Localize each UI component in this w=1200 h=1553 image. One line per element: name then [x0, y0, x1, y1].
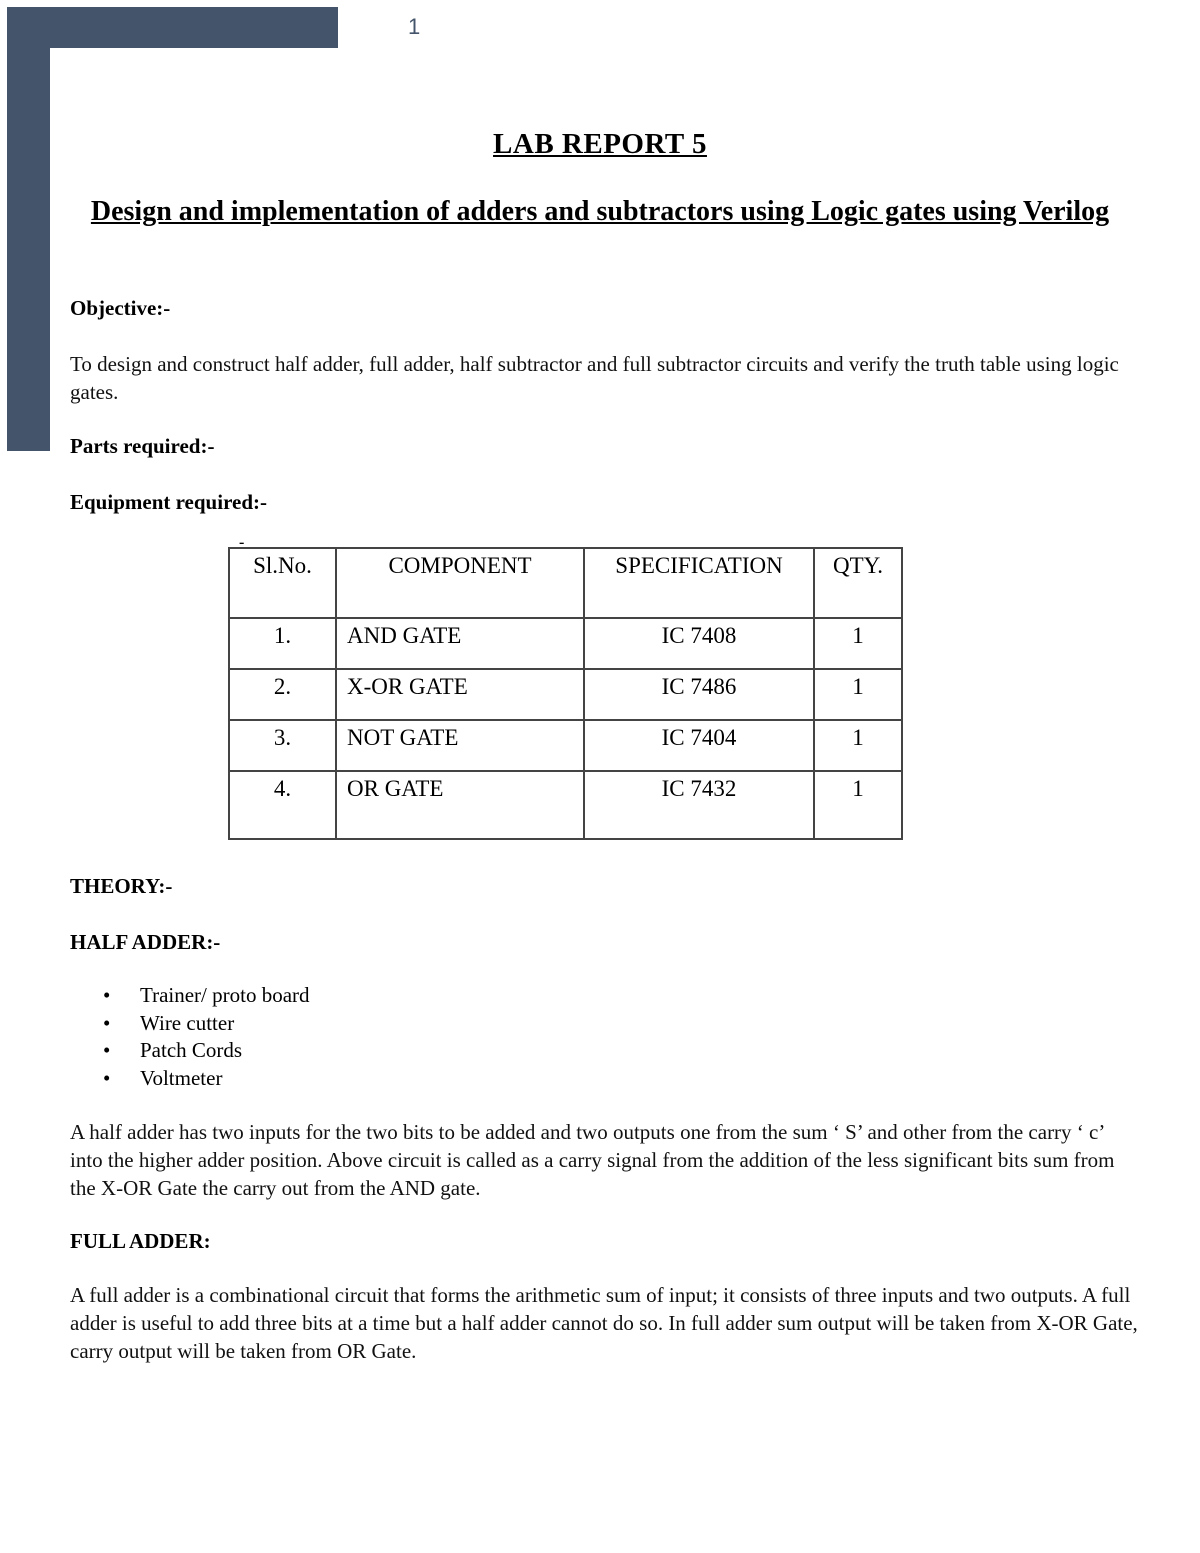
- table-row: [229, 669, 902, 720]
- table-cell: IC 7408: [584, 618, 814, 669]
- list-item: • Voltmeter: [70, 1065, 310, 1093]
- table-cell: 2.: [229, 669, 336, 720]
- report-subtitle: Design and implementation of adders and subtractors using Logic gates using Verilog: [90, 196, 1110, 227]
- table-cell: 1: [814, 720, 902, 771]
- theory-heading: THEORY:-: [70, 874, 173, 898]
- table-cell: NOT GATE: [336, 720, 584, 771]
- report-title: LAB REPORT 5: [493, 128, 707, 160]
- list-item: • Wire cutter: [70, 1010, 310, 1038]
- parts-heading: Parts required:-: [70, 434, 215, 458]
- full-adder-text: A full adder is a combinational circuit that forms the arithmetic sum of input; it consists of three inputs and two outputs. A full adder is useful to add three bits at a time but a half adder cannot do so. In full adder sum output will be taken from X-OR Gate, carry output will be taken from OR Gate.: [70, 1283, 1138, 1363]
- corner-bar-vertical: [7, 7, 50, 451]
- table-cell: IC 7432: [584, 771, 814, 839]
- equipment-table: [228, 547, 903, 840]
- table-dot-mark: -: [239, 534, 245, 551]
- list-item: • Patch Cords: [70, 1037, 310, 1065]
- table-cell: 1: [814, 669, 902, 720]
- corner-bar-horizontal: [7, 7, 338, 48]
- table-header-cell: Sl.No.: [229, 548, 336, 618]
- table-cell: 3.: [229, 720, 336, 771]
- table-cell: IC 7486: [584, 669, 814, 720]
- equipment-list: [70, 982, 310, 1092]
- table-header-cell: SPECIFICATION: [584, 548, 814, 618]
- table-cell: IC 7404: [584, 720, 814, 771]
- list-item: • Trainer/ proto board: [70, 982, 310, 1010]
- objective-heading: Objective:-: [70, 296, 171, 320]
- half-adder-heading: HALF ADDER:-: [70, 930, 221, 954]
- objective-text: To design and construct half adder, full adder, half subtractor and full subtractor circuits and verify the truth table using logic gates.: [70, 352, 1119, 404]
- half-adder-text: A half adder has two inputs for the two bits to be added and two outputs one from the sum ‘ S’ and other from the carry ‘ c’ into the higher adder position. Above circuit is called as a carry signal from the addition of the less significant bits sum from the X-OR Gate the carry out from the AND gate.: [70, 1120, 1115, 1200]
- table-row: [229, 720, 902, 771]
- table-cell: X-OR GATE: [336, 669, 584, 720]
- page-number: 1: [408, 14, 421, 39]
- table-header-cell: COMPONENT: [336, 548, 584, 618]
- table-cell: 4.: [229, 771, 336, 839]
- table-row: [229, 618, 902, 669]
- table-header-row: [229, 548, 902, 618]
- full-adder-heading: FULL ADDER:: [70, 1229, 211, 1253]
- table-cell: 1: [814, 771, 902, 839]
- table-cell: OR GATE: [336, 771, 584, 839]
- table-row: [229, 771, 902, 839]
- equipment-heading: Equipment required:-: [70, 490, 267, 514]
- table-cell: 1.: [229, 618, 336, 669]
- table-cell: AND GATE: [336, 618, 584, 669]
- table-cell: 1: [814, 618, 902, 669]
- table-header-cell: QTY.: [814, 548, 902, 618]
